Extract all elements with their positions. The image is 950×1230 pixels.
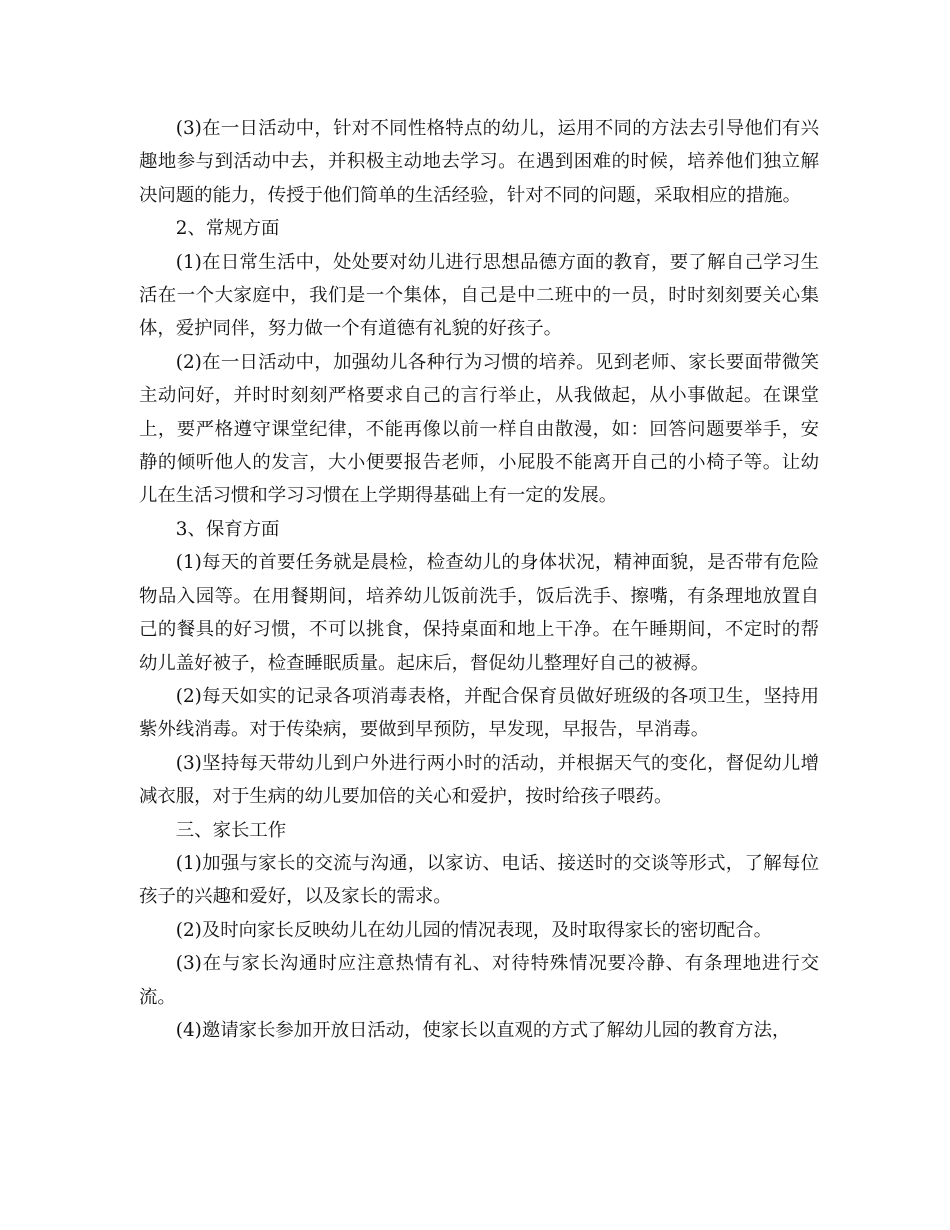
- paragraph-parent-communication: (1)加强与家长的交流与沟通，以家访、电话、接送时的交谈等形式，了解每位孩子的兴趣和爱好，以及家长的需求。: [139, 852, 819, 908]
- paragraph-disinfection: (2)每天如实的记录各项消毒表格，并配合保育员做好班级的各项卫生，坚持用紫外线消毒。对于传染病，要做到早预防，早发现，早报告，早消毒。: [139, 685, 819, 741]
- document-body: [139, 112, 819, 1047]
- paragraph-morning-check: (1)每天的首要任务就是晨检，检查幼儿的身体状况，精神面貌，是否带有危险物品入园等。在用餐期间，培养幼儿饭前洗手，饭后洗手、擦嘴，有条理地放置自己的餐具的好习惯，不可以挑食，保持桌面和地上干净。在午睡期间，不定时的帮幼儿盖好被子，检查睡眠质量。起床后，督促幼儿整理好自己的被褥。: [139, 552, 819, 674]
- paragraph-activity-guidance: (3)在一日活动中，针对不同性格特点的幼儿，运用不同的方法去引导他们有兴趣地参与到活动中去，并积极主动地去学习。在遇到困难的时候，培养他们独立解决问题的能力，传授于他们简单的生活经验，针对不同的问题，采取相应的措施。: [139, 118, 819, 206]
- paragraph-outdoor-activity: (3)坚持每天带幼儿到户外进行两小时的活动，并根据天气的变化，督促幼儿增减衣服，对于生病的幼儿要加倍的关心和爱护，按时给孩子喂药。: [139, 752, 819, 808]
- paragraph-moral-education: (1)在日常生活中，处处要对幼儿进行思想品德方面的教育，要了解自己学习生活在一个大家庭中，我们是一个集体，自己是中二班中的一员，时时刻刻要关心集体，爱护同伴，努力做一个有道德有礼貌的好孩子。: [139, 251, 819, 340]
- section-heading-routine: 2、常规方面: [175, 218, 280, 240]
- section-heading-care: 3、保育方面: [175, 518, 280, 540]
- section-heading-parents: 三、家长工作: [175, 819, 287, 841]
- paragraph-parent-manners: (3)在与家长沟通时应注意热情有礼、对待特殊情况要冷静、有条理地进行交流。: [139, 953, 819, 1008]
- paragraph-parent-feedback: (2)及时向家长反映幼儿在幼儿园的情况表现，及时取得家长的密切配合。: [175, 919, 772, 941]
- paragraph-open-day: (4)邀请家长参加开放日活动，使家长以直观的方式了解幼儿园的教育方法，: [175, 1019, 791, 1041]
- paragraph-behavior-habits: (2)在一日活动中，加强幼儿各种行为习惯的培养。见到老师、家长要面带微笑主动问好，并时时刻刻严格要求自己的言行举止，从我做起，从小事做起。在课堂上，要严格遵守课堂纪律，不能再像以前一样自由散漫，如：回答问题要举手，安静的倾听他人的发言，大小便要报告老师，小屁股不能离开自己的小椅子等。让幼儿在生活习惯和学习习惯在上学期得基础上有一定的发展。: [139, 351, 819, 507]
